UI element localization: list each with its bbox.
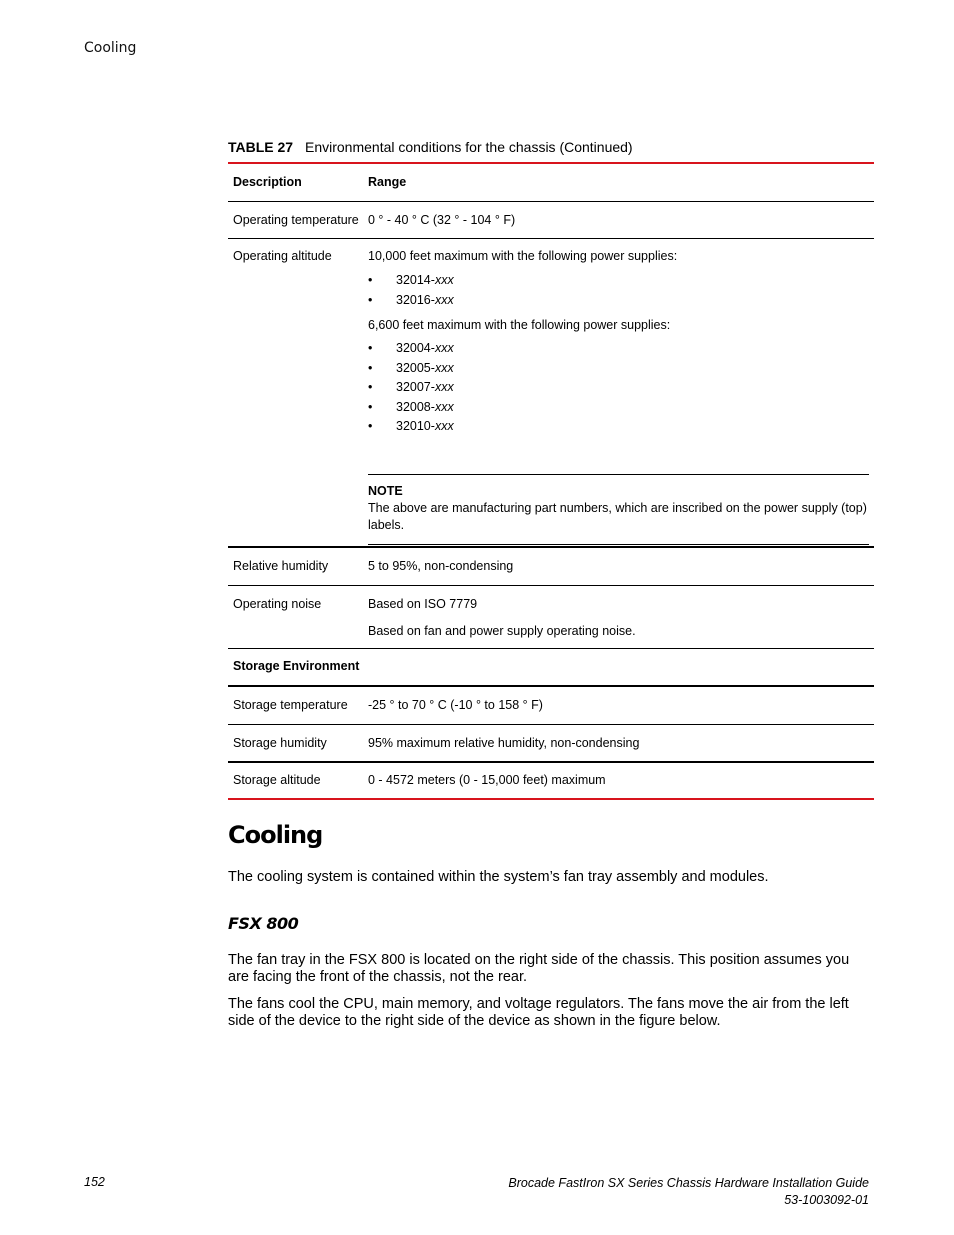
- list-item: • 32016-xxx: [368, 291, 869, 311]
- row-range: 0 ° - 40 ° C (32 ° - 104 ° F): [368, 213, 516, 227]
- section-heading-cooling: Cooling: [228, 821, 323, 849]
- note-title: NOTE: [368, 484, 403, 498]
- row-range-line-2: Based on fan and power supply operating noise.: [368, 624, 636, 638]
- power-supply-list-6600: [368, 339, 869, 437]
- row-range-line-1: Based on ISO 7779: [368, 597, 478, 611]
- list-item: • 32007-xxx: [368, 378, 869, 398]
- table-header-row: [228, 164, 874, 202]
- footer-document-info: [508, 1175, 869, 1209]
- footer-guide-title: Brocade FastIron SX Series Chassis Hardware Installation Guide: [508, 1176, 869, 1190]
- table-row-operating-altitude: [228, 239, 874, 548]
- row-description: Operating altitude: [233, 249, 332, 263]
- storage-environment-heading: Storage Environment: [233, 659, 360, 673]
- fsx-800-paragraph-1: The fan tray in the FSX 800 is located on the right side of the chassis. This position assumes you are facing the front of the chassis, not the rear.: [228, 952, 850, 985]
- list-item: • 32014-xxx: [368, 271, 869, 291]
- table-caption: [228, 139, 633, 155]
- altitude-intro-6600: 6,600 feet maximum with the following power supplies:: [368, 318, 671, 332]
- fsx-800-paragraph-2: The fans cool the CPU, main memory, and voltage regulators. The fans move the air from the left side of the device to the right side of the device as shown in the figure below.: [228, 996, 849, 1029]
- note-box: [368, 474, 869, 545]
- row-description: Storage humidity: [233, 736, 327, 750]
- table-row-operating-temperature: [228, 202, 874, 239]
- altitude-intro-10000: 10,000 feet maximum with the following power supplies:: [368, 249, 678, 263]
- row-description: Operating noise: [233, 597, 322, 611]
- table-row-storage-temperature: [228, 687, 874, 725]
- row-description: Storage temperature: [233, 698, 348, 712]
- cooling-intro: The cooling system is contained within the system’s fan tray assembly and modules.: [228, 869, 769, 885]
- footer-doc-number: 53-1003092-01: [784, 1193, 869, 1207]
- table-row-operating-noise: [228, 586, 874, 649]
- row-range: 95% maximum relative humidity, non-condensing: [368, 736, 640, 750]
- table-row-storage-environment: [228, 649, 874, 687]
- list-item: • 32008-xxx: [368, 398, 869, 418]
- row-description: Operating temperature: [233, 213, 359, 227]
- row-range: 0 - 4572 meters (0 - 15,000 feet) maximum: [368, 773, 606, 787]
- running-header: Cooling: [84, 40, 137, 56]
- page-number: 152: [84, 1175, 105, 1189]
- table-title: Environmental conditions for the chassis (Continued): [304, 139, 633, 155]
- row-description: Storage altitude: [233, 773, 321, 787]
- list-item: • 32004-xxx: [368, 339, 869, 359]
- table-row-storage-altitude: [228, 763, 874, 800]
- row-range: [368, 249, 869, 437]
- column-header-range: Range: [368, 175, 407, 189]
- table-number: TABLE 27: [228, 139, 294, 155]
- environmental-table: [228, 162, 874, 800]
- list-item: • 32010-xxx: [368, 417, 869, 437]
- note-text: The above are manufacturing part numbers, which are inscribed on the power supply (top) labels.: [368, 501, 867, 532]
- list-item: • 32005-xxx: [368, 359, 869, 379]
- row-range: -25 ° to 70 ° C (-10 ° to 158 ° F): [368, 698, 543, 712]
- table-row-relative-humidity: [228, 548, 874, 586]
- column-header-description: Description: [233, 175, 302, 189]
- row-range: 5 to 95%, non-condensing: [368, 559, 514, 573]
- row-description: Relative humidity: [233, 559, 329, 573]
- power-supply-list-10000: [368, 271, 869, 310]
- table-row-storage-humidity: [228, 725, 874, 763]
- subsection-heading-fsx-800: FSX 800: [228, 914, 299, 933]
